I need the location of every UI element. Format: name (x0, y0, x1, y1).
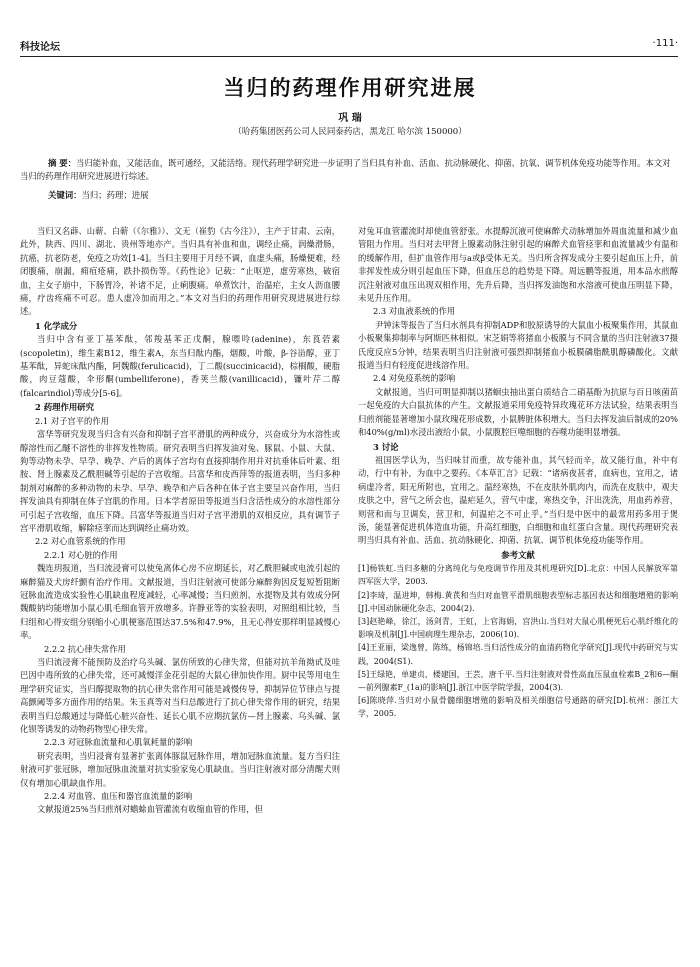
subsubsection-heading: 2.2.4 对血管、血压和器官血流量的影响 (44, 791, 193, 802)
paragraph: 对兔耳血管灌流时却使血管舒张。水提醇沉液可使麻醉犬动脉增加外周血流量和减少血管阻力作用。当归对去甲肾上腺素动脉注射引起的麻醉犬血管痉挛和血流量减少有温和的缓解作用，但扩血管作用与a或β受体无关。当归所含挥发成分主要引起血压上升，前非挥发性成分则引起血压下降，但血压总的趋势是下降。周远鹏等报道，用本品水煎醇沉注射液对血压出现双相作用，先升后降，当归挥发油饱和水溶液可使血压明显下降，未见升压作用。 (358, 226, 678, 304)
subsection-heading: 2.2 对心血管系统的作用 (35, 536, 126, 547)
reference-item: [6]陈晓萍.当归对小鼠骨髓细胞增殖的影响及相关细胞信号通路的研究[D].杭州：浙江大学，2005. (358, 696, 678, 719)
subsubsection-heading: 2.2.1 对心脏的作用 (44, 549, 118, 560)
subsubsection-heading: 2.2.2 抗心律失常作用 (44, 643, 126, 654)
running-header (20, 38, 678, 56)
references-heading: 参考文献 (501, 549, 535, 560)
reference-list (358, 562, 678, 720)
subsection-heading: 2.3 对血液系统的作用 (373, 306, 456, 317)
section-heading: 1 化学成分 (35, 320, 78, 331)
paragraph: 祖国医学认为，当归味甘而重，故专能补血，其气轻而辛，故又能行血，补中有动，行中有补，为血中之要药。《本草汇言》记载：“诸病夜甚者，血病也，宜用之，诸病虚冷者，阳无所附也，宜用之。温经寒热，不在皮肤外肌肉内，而洗在皮肤中，观夫皮肤之中，营气之所会也，温疟延久，营气中虚，寒热交争，汗出洗洗，用血药养营，则营和而与卫调矣，营卫和，何温疟之不可止乎。”当归是中医中的最常用药多用于煲汤，能显著促进机体造血功能，升高红细胞，白细胞和血红蛋白含量。现代药理研究表明当归具有补血、活血、抗动脉硬化、抑菌、抗氧、调节机体免疫功能等作用。 (358, 454, 678, 546)
journal-name: 科技论坛 (20, 42, 60, 53)
paragraph: 文献报道25%当归煎剂对蟾蜍血管灌流有收缩血管的作用，但 (37, 804, 263, 815)
reference-item: [5]王绿艳，单建贞，楼建国，王芸，唐千平.当归注射液对骨性高血压鼠血栓素B_2和6—酮—前列腺素F_(1a)的影响[J].浙江中医学院学报，2004(3). (358, 669, 678, 692)
paragraph: 文献报道，当归可明显抑制以猪蛔虫抽出蛋白质结合二硝基酚为抗原与百日咳菌苗一起免疫的大白鼠抗体的产生。文献报道采用免疫特异玫瑰花环方法试验，结果表明当归煎剂能显著增加小鼠玫瑰花形成数，小鼠脾脏体积增大。当归去挥发油后制成的20%和40%(g/ml)水浸出液给小鼠，小鼠腹腔巨噬细胞的吞噬功能明显增强。 (358, 386, 678, 438)
page-number: ·111· (652, 38, 678, 49)
abstract (20, 157, 676, 183)
abstract-label: 摘 要： (48, 158, 77, 168)
paragraph: 富华等研究发现当归含有兴奋和抑制子宫平滑肌的两种成分，兴奋成分为水溶性或醇溶性而乙醚不溶性的非挥发性物质。研究表明当归挥发油对兔、豚鼠、小鼠、大鼠、狗等动物未孕、早孕、晚孕、产后的离体子宫均有直接抑制作用并对抗垂体后叶素、组胺、肾上腺素及乙酰胆碱等引起的子宫收缩。吕富华和皮西萍等的报道表明，当归多种制剂对麻醉的多种动物的未孕、早孕、晚孕和产后各种在体子宫主要呈兴奋作用，当归挥发油具有抑制在体子宫肌的作用。日本学者原田等报道当归含活性成分的水溶性部分可引起子宫收缩，血压下降。吕富华等报道当归对子宫平滑肌的双相反应，具有调节子宫平滑肌收缩，解除痉挛而达到调经止痛功效。 (20, 429, 340, 533)
subsection-heading: 2.4 对免疫系统的影响 (373, 373, 456, 384)
right-column (358, 225, 678, 721)
left-column (20, 225, 340, 817)
article-author: 巩 瑞 (338, 113, 362, 124)
keywords (48, 189, 676, 202)
reference-item: [3]赵艳峰，徐江，汤剑青，王虹，上官海娟，宫洪山.当归对大鼠心肌梗死后心肌纤维化的影响及机制[J].中国病理生理杂志，2006(10). (358, 616, 678, 640)
header-rule (20, 56, 678, 57)
paragraph: 魏连玥报道，当归流浸膏可以使兔离体心房不应期延长，对乙酰胆碱或电流引起的麻醉猫及犬房纤颤有治疗作用。文献报道，当归注射液可使部分麻醉狗因反复短暂阻断冠脉血流造成实验性心肌缺血程度减轻，心率减慢；当归煎剂、水提物及其有效成分阿魏酸钠均能增加小鼠心肌毛细血管开放增多。许静亚等的实验表明，对照组相比较，当归组和心得安组分别缩小心肌梗塞范围达37.5%和47.9%，且无心得安那样明显减慢心率。 (20, 563, 340, 641)
subsubsection-heading: 2.2.3 对冠脉血流量和心肌氧耗量的影响 (44, 737, 193, 748)
keywords-label: 关键词： (48, 190, 82, 200)
paragraph: 当归流浸膏不能预防及治疗乌头碱、氯仿所致的心律失常，但能对抗羊角拗甙及哇巴因中毒所致的心律失常，还可减慢洋金花引起的大鼠心律加快作用。厨中民等用电生理学研究证实，当归醇提取物的抗心律失常作用可能是减慢传导，抑制异位节律点与提高颤阈等多方面作用的结果。朱玉真等对当归总酸进行了抗心律失常作用的研究，结果表明当归总酸通过与降低心脏兴奋性、延长心肌不应期抗氯仿—肾上腺素、乌头碱、氯化钡等诱发的动物药物型心律失常。 (20, 657, 340, 735)
abstract-text: 当归能补血，又能活血，既可通经，又能活络。现代药理学研究进一步证明了当归具有补血、活血、抗动脉硬化、抑菌、抗氧、调节机体免疫功能等作用。本文对当归的药理作用研究进展进行综述。 (20, 158, 671, 181)
reference-item: [1]杨铁虹.当归多糖的分离纯化与免疫调节作用及其机理研究[D].北京：中国人民解放军第四军医大学，2003. (358, 564, 678, 587)
section-heading: 2 药理作用研究 (35, 402, 94, 413)
keywords-text: 当归；药理；进展 (81, 190, 149, 200)
reference-item: [2]李琦，温进坤，韩梅.黄芪和当归对血管平滑肌细胞表型标志基因表达和细胞增殖的影响[J].中国动脉硬化杂志，2004(2). (358, 590, 678, 613)
intro-paragraph: 当归又名薜、山蕲、白蕲（《尔雅》）、文无（崔豹《古今注》），主产于甘肃、云南，此外，陕西、四川、湖北、贵州等地亦产。当归具有补血和血，调经止痛，润燥滑肠，抗癌，抗老防老，免疫之功效[1-4]。当归主要用于月经不调，血虚头痛，肠燥便难，经闭腹痛，崩漏，痈疽疮痛，跌扑损伤等。《药性论》记载：“止呕逆，虚劳寒热，破宿血，主女子崩中，下肠胃冷，补诸不足，止痢腹痛。单煮饮汁，治温疟，主女人沥血腰痛，疗齿疼痛不可忍。患人虚冷加而用之。”本文对当归的药理作用研究现进展进行综述。 (20, 226, 340, 317)
section-heading: 3 讨论 (373, 441, 399, 452)
author-affiliation: （哈药集团医药公司人民同泰药店，黑龙江 哈尔滨 150000） (233, 127, 467, 137)
paragraph: 尹钟沫等报告了当归水剂具有抑制ADP和胶原诱导的大鼠血小板聚集作用，其鼠血小板聚集抑制率与阿斯匹林相似。宋芝娟等将猪血小板膜与不同含量的当归注射液37摄氏度反应5分钟，结果表明当归注射液可强烈抑制猪血小板膜磷脂酰肌醇磷酸化。文献报道当归有轻度促进线溶作用。 (358, 319, 678, 371)
paragraph: 研究表明，当归浸膏有显著扩张离体豚鼠冠脉作用，增加冠脉血流量。复方当归注射液可扩张冠脉，增加冠脉血流量对抗实验家兔心肌缺血。当归注射液对部分清醒犬则仅有增加心肌缺血作用。 (20, 750, 340, 788)
reference-item: [4]王亚丽，梁逸曾，陈练，杨锦培.当归活性成分的血清药物化学研究[J].现代中药研究与实践，2004(S1). (358, 643, 678, 666)
subsection-heading: 2.1 对子宫平的作用 (35, 415, 109, 426)
paragraph: 当归中含有亚丁基苯酞，邻羧基苯正戊酮，腺嘌呤(adenine)，东莨菪素(scopoletin)，维生素B12，维生素A，东当归酞内酯，烟酸，叶酸，β-谷甾醇，亚丁基苯酞，异蛇床酞内酯，阿魏酸(ferulicacid)，丁二酸(succinicacid)，棕榈酸，硬脂酸，肉豆蔻酸，伞形酮(umbelliferone)，香荚兰酸(vanillicacid)，镰叶芹二醇(falcarindiol)等成分[5-6]。 (20, 334, 340, 398)
article-title: 当归的药理作用研究进展 (223, 76, 477, 100)
